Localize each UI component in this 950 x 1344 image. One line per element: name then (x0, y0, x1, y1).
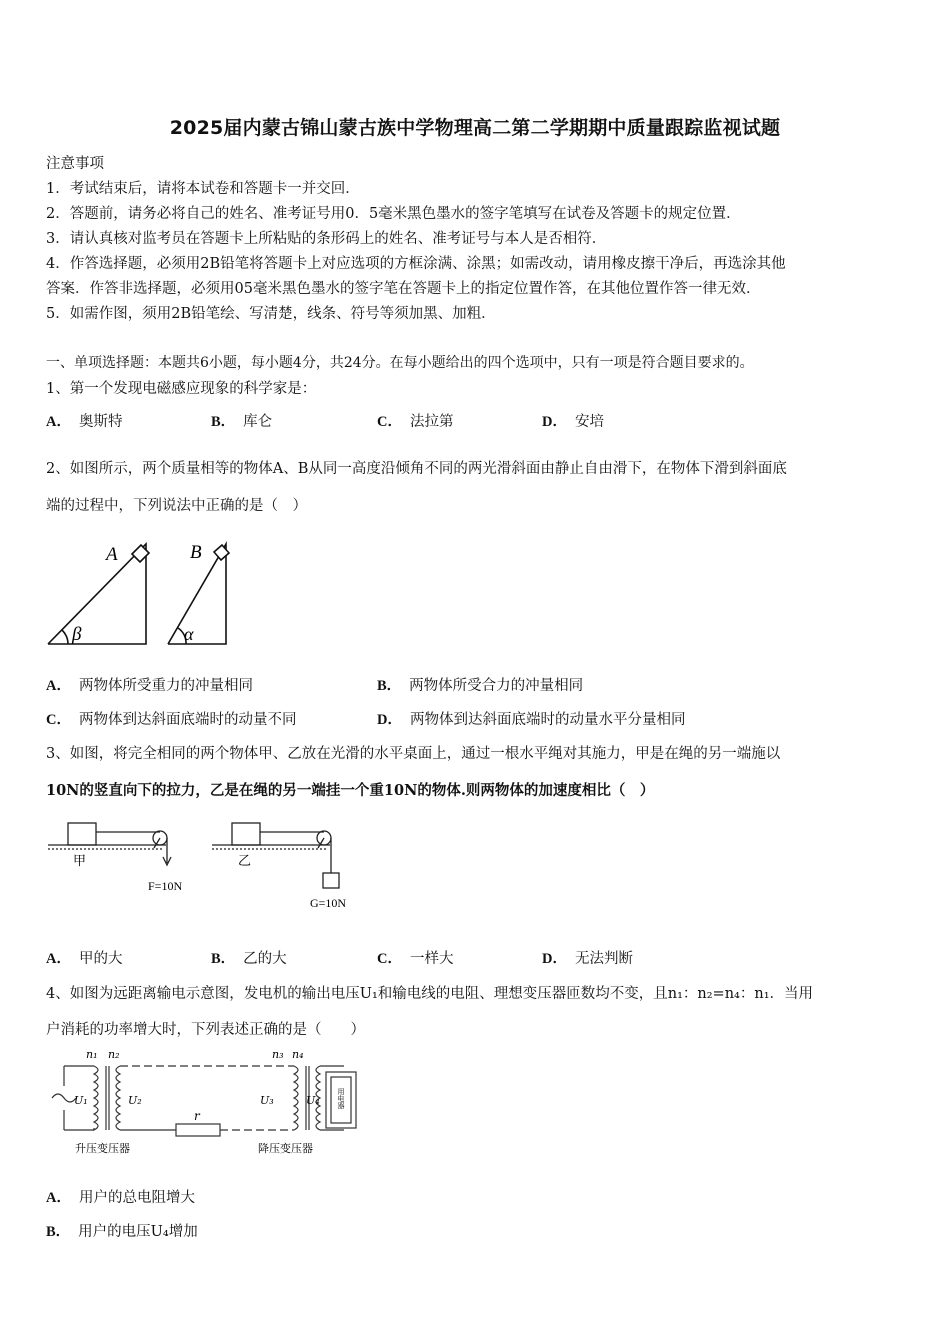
pulley-figure (46, 815, 366, 915)
label-b: B (190, 542, 202, 563)
appliance-label: 用电器 (337, 1088, 345, 1109)
question-4-stem: 4、如图为远距离输电示意图，发电机的输出电压U₁和输电线的电阻、理想变压器匝数均不变，且n₁：n₂=n₄：n₁．当用 (46, 986, 814, 1002)
q1-option-c[interactable]: C． 法拉第 (377, 414, 454, 430)
question-2-stem-cont: 端的过程中，下列说法中正确的是（ ） (46, 498, 307, 514)
notice-item: 1．考试结束后，请将本试卷和答题卡一并交回． (46, 181, 360, 197)
q1-option-b[interactable]: B． 库仑 (211, 414, 273, 430)
step-down-label: 降压变压器 (258, 1142, 313, 1155)
n1-label: n₁ (86, 1048, 98, 1061)
label-a: A (106, 544, 118, 565)
q1-option-d[interactable]: D． 安培 (542, 414, 604, 430)
notice-item: 3．请认真核对监考员在答题卡上所粘贴的条形码上的姓名、准考证号与本人是否相符． (46, 231, 607, 247)
q2-option-c[interactable]: C． 两物体到达斜面底端时的动量不同 (46, 712, 297, 728)
q4-option-a[interactable]: A． 用户的总电阻增大 (46, 1190, 195, 1206)
label-jia: 甲 (73, 854, 87, 869)
q2-option-a[interactable]: A． 两物体所受重力的冲量相同 (46, 678, 253, 694)
q2-option-b[interactable]: B． 两物体所受合力的冲量相同 (377, 678, 584, 694)
notice-heading: 注意事项 (46, 156, 104, 172)
question-3-stem-cont: 10N的竖直向下的拉力，乙是在绳的另一端挂一个重10N的物体.则两物体的加速度相比（ ） (46, 782, 655, 799)
page-title: 2025届内蒙古锦山蒙古族中学物理高二第二学期期中质量跟踪监视试题 (169, 117, 781, 139)
notice-item: 5．如需作图，须用2B铅笔绘、写清楚，线条、符号等须加黑、加粗． (46, 306, 496, 322)
question-1-stem: 1、第一个发现电磁感应现象的科学家是： (46, 381, 317, 397)
notice-item: 答案．作答非选择题，必须用05毫米黑色墨水的签字笔在答题卡上的指定位置作答，在其他位置作答一律无效． (46, 281, 761, 297)
question-4-stem-cont: 户消耗的功率增大时，下列表述正确的是（ ） (46, 1022, 365, 1038)
section-heading: 一、单项选择题：本题共6小题，每小题4分，共24分。在每小题给出的四个选项中，只有一项是符合题目要求的。 (46, 355, 754, 371)
u1-label: U₁ (74, 1094, 88, 1107)
resistor-label: r (194, 1109, 200, 1123)
q3-option-a[interactable]: A． 甲的大 (46, 951, 123, 967)
notice-item: 4．作答选择题，必须用2B铅笔将答题卡上对应选项的方框涂满、涂黑；如需改动，请用橡皮擦干净后，再选涂其他 (46, 256, 786, 272)
angle-beta: β (72, 624, 82, 645)
q3-option-c[interactable]: C． 一样大 (377, 951, 454, 967)
question-3-stem: 3、如图，将完全相同的两个物体甲、乙放在光滑的水平桌面上，通过一根水平绳对其施力，甲是在绳的另一端施以 (46, 746, 781, 762)
n2-label: n₂ (108, 1048, 120, 1061)
n4-label: n₄ (292, 1048, 304, 1061)
notice-item: 2．答题前，请务必将自己的姓名、准考证号用0．5毫米黑色墨水的签字笔填写在试卷及答题卡的规定位置． (46, 206, 741, 222)
power-transmission-figure (44, 1044, 364, 1160)
step-up-label: 升压变压器 (75, 1142, 130, 1155)
inclined-planes-figure (44, 536, 244, 648)
angle-alpha: α (184, 624, 194, 644)
question-2-stem: 2、如图所示，两个质量相等的物体A、B从同一高度沿倾角不同的两光滑斜面由静止自由滑下，在物体下滑到斜面底 (46, 461, 787, 477)
u3-label: U₃ (260, 1094, 274, 1107)
u4-label: U₄ (306, 1094, 320, 1107)
weight-label: G=10N (310, 896, 347, 910)
label-yi: 乙 (238, 854, 252, 869)
n3-label: n₃ (272, 1048, 284, 1061)
q3-option-d[interactable]: D． 无法判断 (542, 951, 633, 967)
force-label: F=10N (148, 879, 183, 893)
q1-option-a[interactable]: A． 奥斯特 (46, 414, 123, 430)
q2-option-d[interactable]: D． 两物体到达斜面底端时的动量水平分量相同 (377, 712, 686, 728)
q4-option-b[interactable]: B． 用户的电压U₄增加 (46, 1224, 198, 1240)
q3-option-b[interactable]: B． 乙的大 (211, 951, 287, 967)
u2-label: U₂ (128, 1094, 142, 1107)
